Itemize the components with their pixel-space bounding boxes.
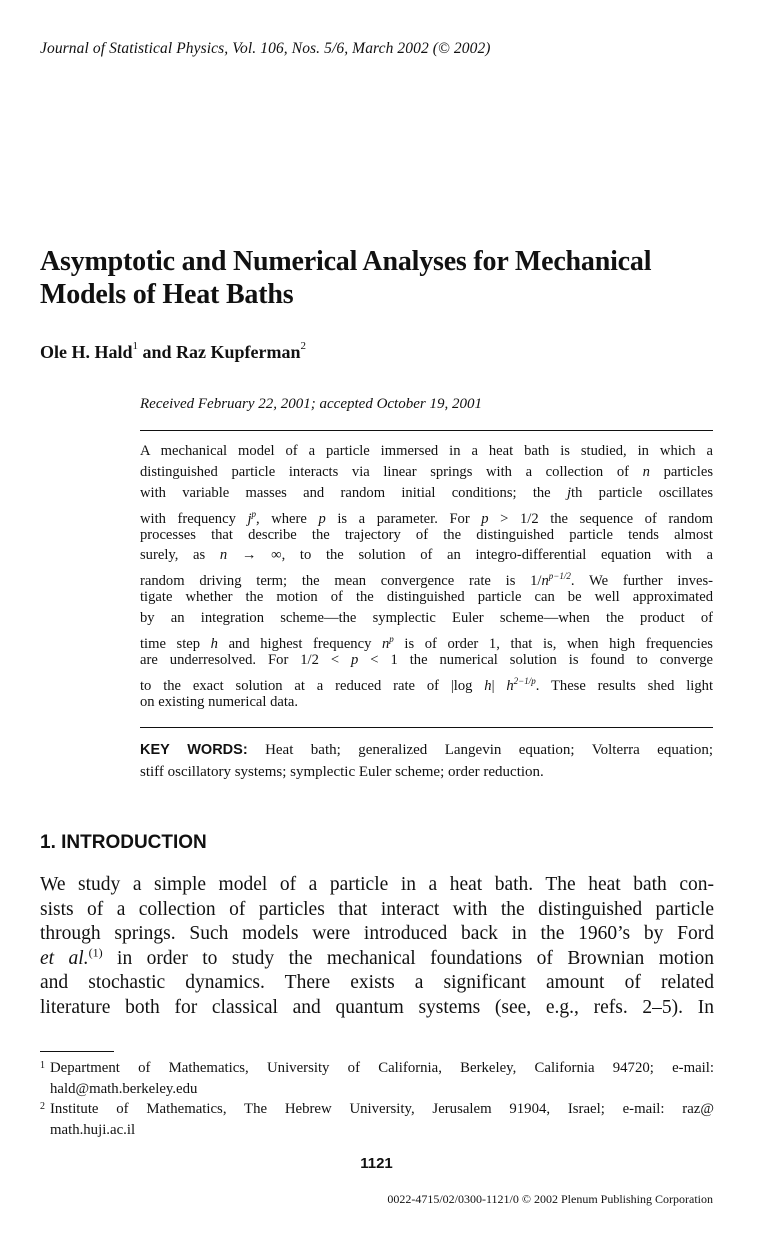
keywords-line: KEY WORDS: Heat bath; generalized Langevin equation; Volterra equation;: [140, 742, 713, 758]
affiliation-mark: 1: [132, 340, 139, 352]
copyright-notice: 0022-4715/02/0300-1121/0 © 2002 Plenum Publishing Corporation: [387, 1192, 713, 1206]
abstract-line: are underresolved. For 1/2 < p < 1 the numerical solution is found to converge: [140, 651, 713, 668]
abstract-line: by an integration scheme—the symplectic Euler scheme—when the product of: [140, 610, 713, 627]
received-dates: Received February 22, 2001; accepted October 19, 2001: [140, 396, 482, 412]
abstract-line: surely, as n → ∞, to the solution of an integro-differential equation with a: [140, 547, 713, 564]
abstract-line: processes that describe the trajectory of the distinguished particle tends almost: [140, 526, 713, 543]
abstract-line: on existing numerical data.: [140, 693, 299, 710]
keywords-line: stiff oscillatory systems; symplectic Euler scheme; order reduction.: [140, 763, 544, 780]
body-line: We study a simple model of a particle in a heat bath. The heat bath con-: [40, 874, 714, 895]
abstract-line: A mechanical model of a particle immersed in a heat bath is studied, in which a: [140, 443, 713, 459]
footnote-rule: [40, 1051, 114, 1052]
title-line: Models of Heat Baths: [40, 279, 294, 310]
footnote-2: [40, 1099, 714, 1140]
footnote-mark: 2: [40, 1101, 45, 1112]
abstract: [140, 441, 713, 713]
abstract-line: to the exact solution at a reduced rate of |log h| $h^{2-1/p}$. These results shed light: [140, 675, 713, 694]
affiliation-mark: 2: [300, 340, 307, 352]
footnote-line: Institute of Mathematics, The Hebrew University, Jerusalem 91904, Israel; e-mail: raz@: [50, 1101, 714, 1117]
body-line: through springs. Such models were introduced back in the 1960’s by Ford: [40, 923, 714, 945]
footnote-line: math.huji.ac.il: [50, 1121, 136, 1138]
page-number: 1121: [360, 1155, 393, 1172]
abstract-line: with variable masses and random initial conditions; the jth particle oscillates: [140, 484, 713, 501]
body-line: literature both for classical and quantum systems (see, e.g., refs. 2–5). In: [40, 996, 714, 1018]
journal-citation: Journal of Statistical Physics, Vol. 106, Nos. 5/6, March 2002 (© 2002): [40, 40, 491, 57]
introduction-text: [40, 873, 714, 1021]
author-name: Raz Kupferman: [176, 342, 301, 362]
author-separator: and: [138, 342, 177, 362]
article-title: [40, 245, 740, 311]
section-heading: 1. INTRODUCTION: [40, 832, 207, 853]
abstract-bottom-rule: [140, 727, 713, 728]
footnote-1: [40, 1058, 714, 1099]
abstract-line: tigate whether the motion of the distinguished particle can be well approximated: [140, 589, 713, 606]
keywords: [140, 740, 713, 783]
reference-mark: (1): [88, 945, 103, 960]
body-line: sists of a collection of particles that interact with the distinguished particle: [40, 898, 714, 920]
footnote-line: hald@math.berkeley.edu: [50, 1080, 198, 1097]
abstract-line: distinguished particle interacts via linear springs with a collection of n particles: [140, 463, 713, 480]
body-line: et al.$^{(1)}$ in order to study the mechanical foundations of Brownian motion: [40, 945, 714, 969]
footnote-line: Department of Mathematics, University of California, Berkeley, California 94720; e-mail:: [50, 1060, 714, 1076]
title-line: Asymptotic and Numerical Analyses for Mechanical: [40, 246, 652, 277]
abstract-top-rule: [140, 430, 713, 431]
footnotes: [40, 1058, 714, 1140]
footnote-mark: 1: [40, 1060, 45, 1071]
author-name: Ole H. Hald: [40, 342, 133, 362]
abstract-line: time step h and highest frequency $n^p$ is of order 1, that is, when high frequencies: [140, 634, 713, 652]
keywords-label: KEY WORDS:: [140, 742, 248, 758]
body-line: and stochastic dynamics. There exists a significant amount of related: [40, 972, 714, 994]
abstract-line: random driving term; the mean convergence rate is $1/n^{p-1/2}$. We further inves-: [140, 571, 713, 590]
abstract-line: with frequency $j^p$, where p is a parameter. For p > 1/2 the sequence of random: [140, 508, 713, 527]
author-list: [40, 342, 306, 363]
citation-author: et al.: [40, 947, 89, 969]
